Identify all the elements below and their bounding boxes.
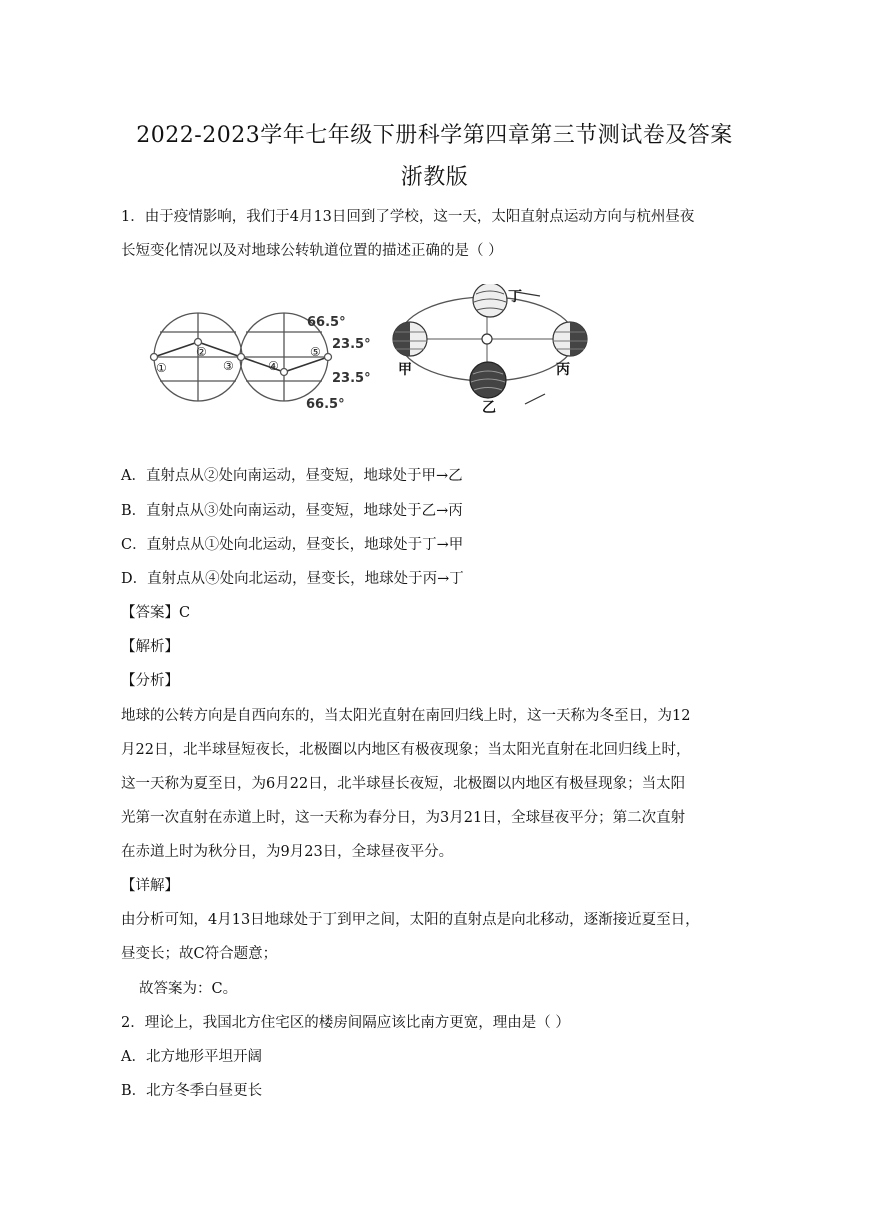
question-1-option-b: B．直射点从③处向南运动，昼变短，地球处于乙→丙 bbox=[121, 503, 463, 519]
earth-ding-icon bbox=[473, 284, 507, 317]
point-label-3: ③ bbox=[223, 359, 234, 373]
position-label-bing: 丙 bbox=[556, 362, 570, 378]
page-title-line-1: 2022-2023学年七年级下册科学第四章第三节测试卷及答案 bbox=[136, 123, 733, 148]
question-1-stem-line-1: 1．由于疫情影响，我们于4月13日回到了学校，这一天，太阳直射点运动方向与杭州昼夜 bbox=[121, 209, 695, 225]
position-label-ding: 丁 bbox=[508, 289, 522, 305]
earth-bing-icon bbox=[553, 322, 587, 356]
question-2-stem: 2．理论上，我国北方住宅区的楼房间隔应该比南方更宽，理由是（ ） bbox=[121, 1015, 570, 1031]
question-2-option-b: B．北方冬季白昼更长 bbox=[121, 1083, 263, 1099]
question-1-option-d: D．直射点从④处向北运动，昼变长，地球处于丙→丁 bbox=[121, 571, 464, 587]
analysis-line-1: 地球的公转方向是自西向东的，当太阳光直射在南回归线上时，这一天称为冬至日，为12 bbox=[121, 708, 691, 724]
analysis-line-2: 月22日，北半球昼短夜长，北极圈以内地区有极夜现象；当太阳光直射在北回归线上时， bbox=[121, 742, 691, 758]
point-label-1: ① bbox=[156, 361, 167, 375]
jiexi-label: 【解析】 bbox=[121, 639, 179, 655]
detail-line-1: 由分析可知，4月13日地球处于丁到甲之间，太阳的直射点是向北移动，逐渐接近夏至日， bbox=[121, 912, 700, 928]
point-1 bbox=[151, 354, 158, 361]
lat-label-south-polar: 66.5° bbox=[306, 397, 345, 412]
xiangjie-label: 【详解】 bbox=[121, 878, 179, 894]
conclusion-line: 故答案为：C。 bbox=[139, 981, 238, 997]
question-2-option-a: A．北方地形平坦开阔 bbox=[121, 1049, 262, 1065]
analysis-line-5: 在赤道上时为秋分日，为9月23日，全球昼夜平分。 bbox=[121, 844, 454, 860]
point-3 bbox=[238, 354, 245, 361]
orbit-diagram bbox=[393, 284, 587, 404]
question-1-stem-line-2: 长短变化情况以及对地球公转轨道位置的描述正确的是（ ） bbox=[121, 243, 503, 259]
answer-label: 【答案】C bbox=[121, 605, 191, 621]
point-4 bbox=[281, 369, 288, 376]
analysis-line-4: 光第一次直射在赤道上时，这一天称为春分日，为3月21日，全球昼夜平分；第二次直射 bbox=[121, 810, 686, 826]
lat-label-north-polar: 66.5° bbox=[307, 315, 346, 330]
point-label-5: ⑤ bbox=[310, 345, 321, 359]
orbit-arrow-bottom bbox=[525, 394, 545, 404]
detail-line-2: 昼变长；故C符合题意； bbox=[121, 946, 278, 962]
figure-svg bbox=[140, 284, 600, 424]
point-label-2: ② bbox=[196, 345, 207, 359]
question-1-option-a: A．直射点从②处向南运动，昼变短，地球处于甲→乙 bbox=[121, 468, 463, 484]
direct-point-diagram bbox=[151, 313, 332, 401]
point-5 bbox=[325, 354, 332, 361]
lat-label-north-tropic: 23.5° bbox=[332, 337, 371, 352]
position-label-jia: 甲 bbox=[398, 362, 412, 378]
earth-yi-icon bbox=[470, 362, 506, 398]
question-1-figure bbox=[140, 284, 600, 424]
analysis-line-3: 这一天称为夏至日，为6月22日，北半球昼长夜短，北极圈以内地区有极昼现象；当太阳 bbox=[121, 776, 686, 792]
fenxi-label: 【分析】 bbox=[121, 673, 179, 689]
page-title-line-2: 浙教版 bbox=[400, 165, 469, 190]
question-1-option-c: C．直射点从①处向北运动，昼变长，地球处于丁→甲 bbox=[121, 537, 464, 553]
position-label-yi: 乙 bbox=[482, 400, 496, 416]
point-label-4: ④ bbox=[268, 359, 279, 373]
sun-icon bbox=[482, 334, 492, 344]
lat-label-south-tropic: 23.5° bbox=[332, 371, 371, 386]
earth-jia-icon bbox=[393, 322, 427, 356]
